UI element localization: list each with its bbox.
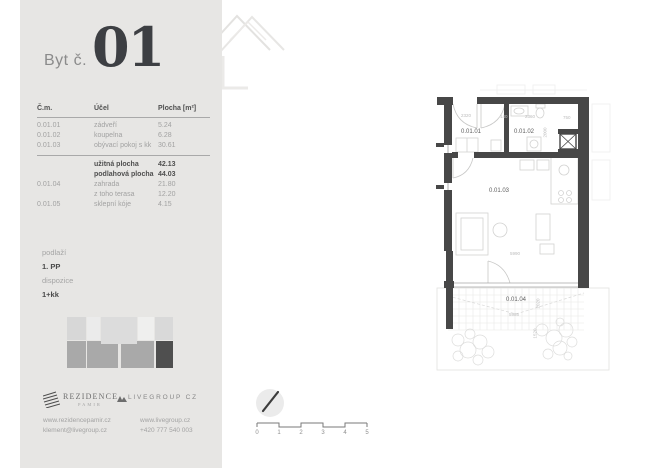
building-block-highlighted: [156, 341, 173, 368]
table-row: [37, 180, 210, 190]
cell-ucel: užitná plocha: [94, 161, 139, 168]
scale-tick: 0: [255, 430, 259, 436]
cell-ucel: z toho terasa: [94, 191, 135, 198]
scale-tick: 1: [277, 430, 281, 436]
layout-value: 1+kk: [42, 290, 59, 299]
phone-number: +420 777 540 003: [140, 427, 193, 434]
scale-tick: 4: [343, 430, 347, 436]
building-block: [101, 317, 137, 344]
livegroup-icon: [117, 395, 127, 402]
area-table: [37, 104, 210, 210]
building-block: [67, 317, 86, 340]
apartment-title-prefix: Byt č.: [44, 52, 88, 69]
cell-plocha: 42.13: [158, 161, 176, 168]
cell-cm: 0.01.04: [37, 181, 61, 188]
table-header: [37, 104, 210, 118]
scale-tick: 5: [365, 430, 369, 436]
cell-plocha: 44.03: [158, 171, 176, 178]
cell-ucel: koupelna: [94, 132, 123, 139]
building-block: [138, 317, 154, 340]
scale-tick: 3: [321, 430, 325, 436]
cell-cm: [37, 160, 94, 170]
dimension-label: 1520: [532, 328, 538, 339]
dimension-label: 2360: [525, 114, 536, 119]
building-block: [155, 317, 173, 340]
email-address: klement@livegroup.cz: [43, 427, 108, 434]
cell-cm: 0.01.01: [37, 122, 61, 129]
dimension-label: 750: [563, 115, 571, 120]
building-block: [87, 341, 118, 368]
col-header-ucel: Účel: [94, 105, 109, 112]
cell-plocha: 30.61: [158, 142, 176, 149]
floor-label: podlaží: [42, 248, 67, 257]
room-label-bath: 0.01.02: [514, 129, 535, 135]
dimension-label: 140: [500, 114, 508, 119]
table-row-total-floor: [37, 170, 210, 180]
dimension-label: 2000: [542, 127, 548, 138]
cell-ucel: sklepní kóje: [94, 201, 131, 208]
table-row: [37, 131, 210, 141]
cell-cm: 0.01.03: [37, 142, 61, 149]
cell-cm: 0.01.02: [37, 132, 61, 139]
scale-tick: 2: [299, 430, 303, 436]
livegroup-logo-text: LIVEGROUP CZ: [128, 394, 198, 401]
building-block: [87, 317, 100, 340]
col-header-cm: Č.m.: [37, 105, 53, 112]
apartment-number: 01: [92, 15, 164, 79]
floor-value: 1. PP: [42, 262, 61, 271]
table-row-total-usable: [37, 155, 210, 170]
cell-plocha: 21.80: [158, 181, 176, 188]
cell-plocha: 6.28: [158, 132, 172, 139]
table-row: [37, 200, 210, 210]
dimension-label: 5990: [510, 251, 521, 256]
cell-ucel: obývací pokoj s kk: [94, 142, 152, 149]
cell-ucel: podlahová plocha: [94, 171, 154, 178]
website-livegroup: www.livegroup.cz: [140, 417, 191, 424]
table-row: [37, 121, 210, 131]
contact-left: [43, 416, 111, 436]
dimension-label: 2020: [535, 298, 541, 309]
building-position-diagram: [67, 317, 173, 368]
rezidence-pamir-icon: [43, 391, 60, 408]
cell-ucel: zádveří: [94, 122, 117, 129]
floor-plan-drawing: [420, 80, 662, 380]
cell-ucel: zahrada: [94, 181, 120, 188]
rezidence-logo-text: REZIDENCE: [63, 392, 119, 401]
cell-cm: 0.01.05: [37, 201, 61, 208]
cell-cm: [37, 190, 94, 200]
layout-label: dispozice: [42, 276, 74, 285]
table-row: [37, 190, 210, 200]
cell-plocha: 12.20: [158, 191, 176, 198]
rezidence-logo-subtext: PAMIR: [78, 402, 102, 407]
cell-plocha: 4.15: [158, 201, 172, 208]
room-label-entry: 0.01.01: [461, 129, 482, 135]
contact-right: [140, 416, 193, 436]
table-row: [37, 141, 210, 151]
dimension-label: 2320: [461, 113, 472, 118]
col-header-plocha: Plocha [m²]: [158, 105, 197, 112]
cell-cm: [37, 170, 94, 180]
building-block: [121, 341, 154, 368]
room-label-garden: 0.01.04: [506, 297, 527, 303]
room-label-living: 0.01.03: [489, 188, 510, 194]
cell-plocha: 5.24: [158, 122, 172, 129]
dimension-label: 5985: [509, 312, 520, 317]
website-rezidence: www.rezidencepamir.cz: [43, 417, 111, 424]
building-block: [67, 341, 86, 368]
